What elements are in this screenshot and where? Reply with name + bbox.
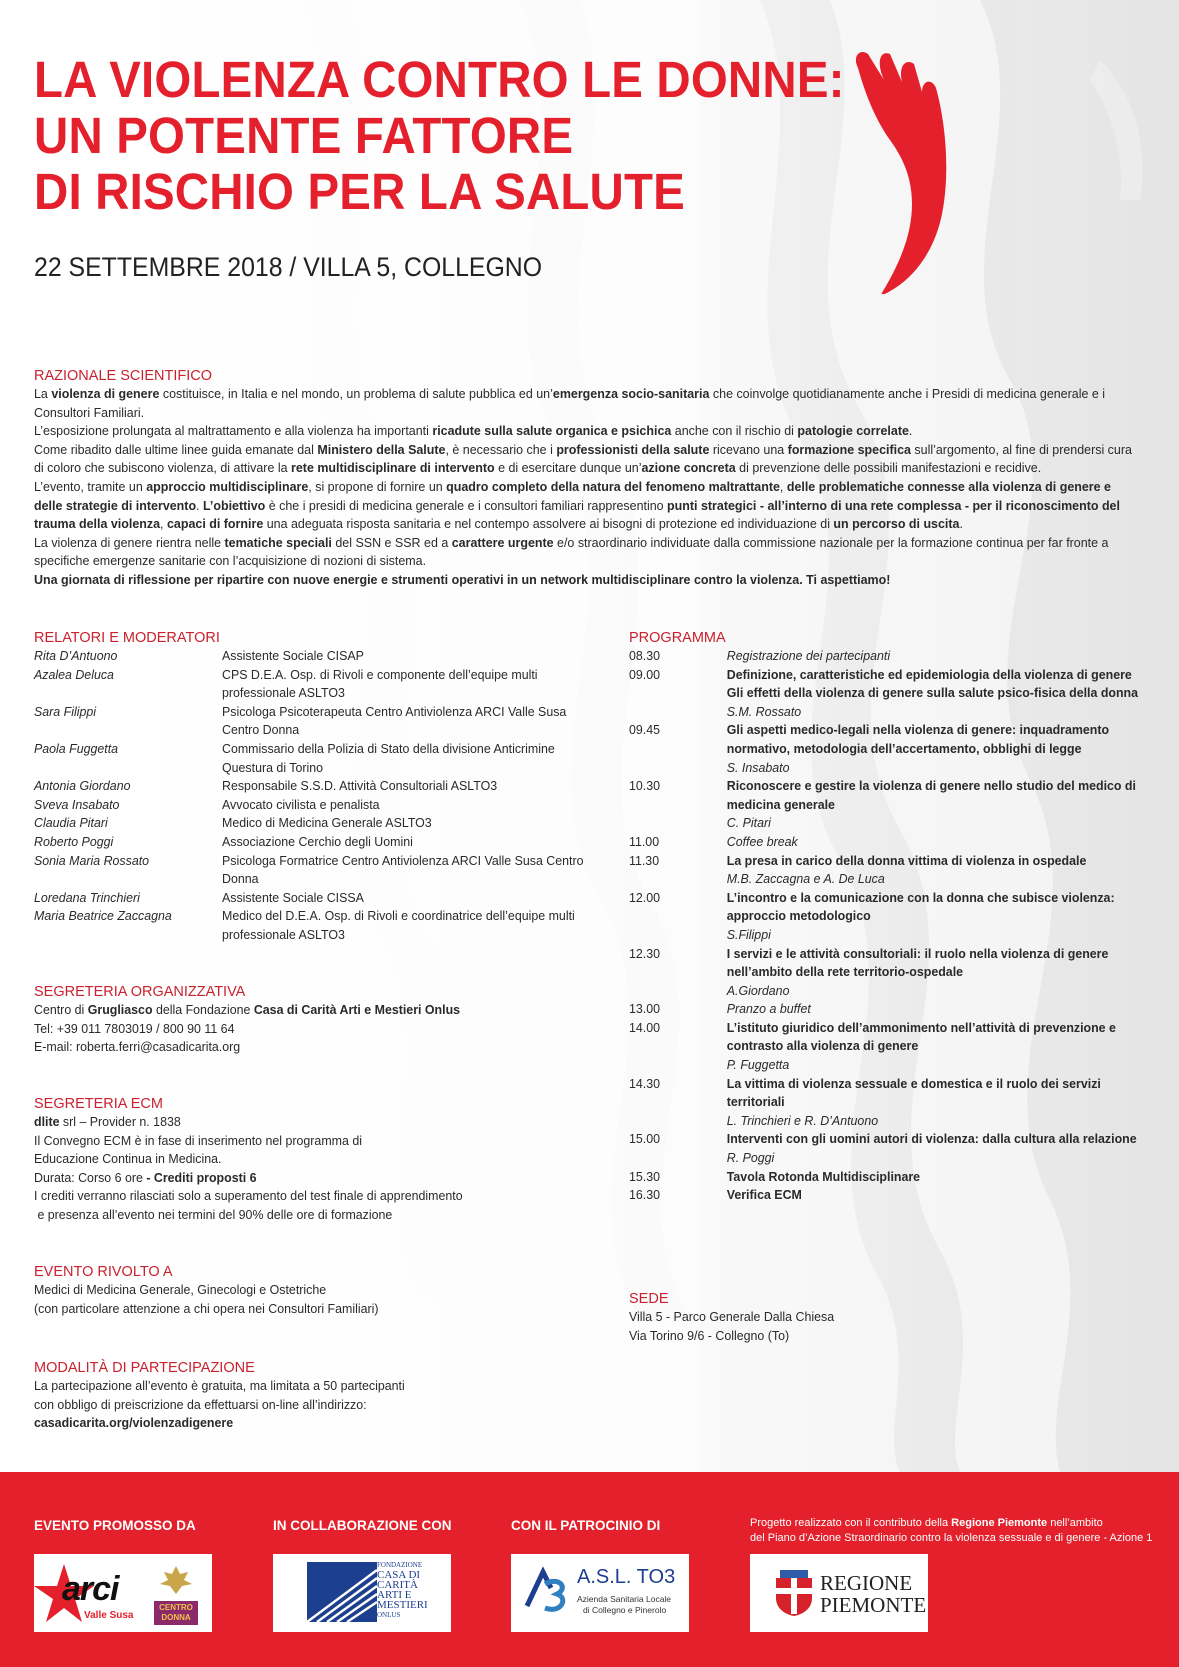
programma-speaker: M.B. Zaccagna e A. De Luca <box>726 871 885 887</box>
programma-row <box>629 777 1138 833</box>
relatore-name: Sonia Maria Rossato <box>34 852 150 868</box>
casa-logo-text: FONDAZIONE <box>377 1561 423 1569</box>
programma-row <box>629 889 1138 945</box>
razionale-section <box>34 367 1134 590</box>
programma-talk-title: Gli aspetti medico-legali nella violenza di genere: inquadramento normativo, metodologia dell’accertamento, obblighi di legge <box>726 722 1110 756</box>
relatore-name: Antonia Giordano <box>34 778 131 794</box>
relatore-role: Avvocato civilista e penalista <box>222 796 380 812</box>
programma-row <box>629 1075 1138 1131</box>
casa-logo-text: CASA DI <box>377 1569 421 1581</box>
relatore-role: CPS D.E.A. Osp. di Rivoli e componente dell’equipe multi professionale ASLTO3 <box>222 666 538 701</box>
ecm-text-line: I crediti verranno rilasciati solo a superamento del test finale di apprendimento <box>34 1188 463 1204</box>
programma-speaker: C. Pitari <box>726 815 771 831</box>
programma-time: 08.30 <box>629 648 661 663</box>
programma-row <box>629 647 1138 666</box>
razionale-emphasis: punti strategici - all’interno di una rete complessa - per il riconoscimento del trauma della violenza <box>34 497 1120 532</box>
registration-link[interactable]: casadicarita.org/violenzadigenere <box>34 1415 234 1431</box>
section-title-segreteria-org: SEGRETERIA ORGANIZZATIVA <box>34 984 246 1000</box>
relatore-row <box>34 647 594 666</box>
sede-line: Via Torino 9/6 - Collegno (To) <box>629 1327 790 1343</box>
relatore-row <box>34 852 594 889</box>
razionale-emphasis: L’obiettivo <box>202 497 266 513</box>
razionale-paragraph <box>34 422 1134 441</box>
razionale-text: , si propone di fornire un <box>308 478 447 494</box>
segreteria-org-phone: Tel: +39 011 7803019 / 800 90 11 64 <box>34 1020 235 1036</box>
razionale-text: sull’argomento, al fine di prendersi cura di coloro che subiscono violenza, di attivare la <box>34 441 1132 476</box>
programma-time: 14.30 <box>629 1075 661 1091</box>
ecm-duration-line <box>34 1169 594 1188</box>
programma-row <box>629 1168 1138 1187</box>
ecm-provider-line <box>34 1113 594 1132</box>
razionale-text: . <box>196 497 203 513</box>
relatore-role: Assistente Sociale CISAP <box>222 648 364 663</box>
programma-row <box>629 721 1138 777</box>
relatore-row <box>34 814 594 833</box>
regione-text: PIEMONTE <box>820 1593 927 1617</box>
relatore-row <box>34 777 594 796</box>
relatore-row <box>34 740 594 777</box>
relatore-row <box>34 796 594 815</box>
relatore-name: Paola Fuggetta <box>34 740 119 756</box>
programma-time: 09.00 <box>629 666 661 682</box>
relatore-name: Roberto Poggi <box>34 833 114 849</box>
segreteria-org-email[interactable]: E-mail: roberta.ferri@casadicarita.org <box>34 1039 241 1055</box>
programma-time: 12.30 <box>629 945 661 961</box>
rivolto-line: (con particolare attenzione a chi opera nei Consultori Familiari) <box>34 1300 379 1316</box>
razionale-text: L’evento, tramite un <box>34 478 147 494</box>
ecm-provider-text: srl – Provider n. 1838 <box>59 1114 181 1129</box>
relatore-row <box>34 889 594 908</box>
sede-line: Villa 5 - Parco Generale Dalla Chiesa <box>629 1309 835 1324</box>
segreteria-org-foundation: Casa di Carità Arti e Mestieri Onlus <box>253 1002 461 1017</box>
funding-note-text: nell’ambito <box>1047 1517 1103 1529</box>
razionale-emphasis: un percorso di uscita <box>833 516 960 532</box>
arci-logo <box>34 1554 212 1632</box>
programma-note: Registrazione dei partecipanti <box>726 648 891 663</box>
programma-time: 14.00 <box>629 1019 661 1035</box>
razionale-text: e di esercitare dunque un’ <box>494 460 642 476</box>
programma-row <box>629 1000 1138 1019</box>
programma-speaker: S.M. Rossato <box>726 703 802 719</box>
footer-label-collaborazione: IN COLLABORAZIONE CON <box>273 1518 452 1533</box>
razionale-text: , <box>160 516 167 532</box>
razionale-emphasis: quadro completo della natura del fenomeno maltrattante <box>446 478 780 494</box>
programma-time: 16.30 <box>629 1187 661 1203</box>
segreteria-org-text: Centro di <box>34 1002 88 1017</box>
footer-funding-note <box>750 1516 1170 1546</box>
programma-talk-title: Tavola Rotonda Multidisciplinare <box>726 1168 921 1184</box>
razionale-body <box>34 385 1134 590</box>
razionale-text: del SSN e SSR ed a <box>331 534 452 550</box>
razionale-text: . <box>959 516 963 532</box>
asl-sub: Azienda Sanitaria Locale <box>577 1594 672 1604</box>
programma-row <box>629 1130 1138 1167</box>
modalita-section <box>34 1359 594 1433</box>
razionale-emphasis: violenza di genere <box>51 386 160 401</box>
razionale-text: . <box>908 423 913 439</box>
razionale-emphasis: approccio multidisciplinare <box>146 478 309 494</box>
programma-list <box>629 647 1138 1205</box>
razionale-text: è che i presidi di medicina generale e i consultori familiari rappresentino <box>265 497 668 513</box>
razionale-emphasis: rete multidisciplinare di intervento <box>291 460 495 476</box>
programma-talk-title: La presa in carico della donna vittima di violenza in ospedale <box>726 852 1087 868</box>
section-title-sede: SEDE <box>629 1291 669 1307</box>
programma-talk-title: Verifica ECM <box>726 1187 802 1203</box>
title-line-2: UN POTENTE FATTORE <box>34 107 574 164</box>
razionale-text: costituisce, in Italia e nel mondo, un problema di salute pubblica ed un’ <box>159 386 553 401</box>
programma-row <box>629 945 1138 1001</box>
programma-row <box>629 666 1138 722</box>
programma-speaker: S.Filippi <box>726 926 771 942</box>
razionale-emphasis: Una giornata di riflessione per ripartire con nuove energie e strumenti operativi in un network multidisciplinare contro la violenza. Ti aspettiamo! <box>34 571 891 587</box>
relatore-row <box>34 703 594 740</box>
razionale-text: e/o straordinario individuate dalla commissione nazionale per la formazione continua per far fronte a specifiche emergenze sanitarie con l’acquisizione di nozioni di sistema. <box>34 534 1109 569</box>
razionale-text: che coinvolge quotidianamente anche i Presidi di medicina generale e i Consultori Familiari. <box>34 386 1106 420</box>
programma-note: Coffee break <box>726 833 798 849</box>
razionale-emphasis: azione concreta <box>641 460 736 476</box>
ecm-provider-name: dlite <box>34 1114 60 1129</box>
programma-row <box>629 833 1138 852</box>
casa-logo-text: ARTI E <box>377 1589 412 1601</box>
razionale-paragraph <box>34 385 1134 422</box>
relatore-name: Loredana Trinchieri <box>34 889 140 905</box>
relatore-row <box>34 907 594 944</box>
programma-time: 10.30 <box>629 778 661 794</box>
programma-time: 11.30 <box>629 852 660 868</box>
ecm-text-line: Il Convegno ECM è in fase di inserimento nel programma di <box>34 1132 362 1148</box>
funding-note-region: Regione Piemonte <box>951 1517 1048 1529</box>
programma-time: 11.00 <box>629 833 660 849</box>
relatore-role: Psicologa Formatrice Centro Antiviolenza ARCI Valle Susa Centro Donna <box>222 852 584 887</box>
relatore-name: Rita D’Antuono <box>34 648 118 663</box>
arci-wordmark: arci <box>62 1570 119 1608</box>
relatore-role: Medico di Medicina Generale ASLTO3 <box>222 815 432 831</box>
razionale-emphasis: emergenza socio-sanitaria <box>552 386 710 401</box>
casa-logo-text: CARITÀ <box>377 1579 418 1591</box>
modalita-line: con obbligo di preiscrizione da effettuarsi on-line all’indirizzo: <box>34 1396 367 1412</box>
segreteria-organizzativa-section <box>34 983 594 1057</box>
programma-talk-title: L’incontro e la comunicazione con la donna che subisce violenza: approccio metodologico <box>726 889 1115 924</box>
razionale-text: ricevano una <box>709 441 788 457</box>
razionale-paragraph <box>34 534 1134 571</box>
footer-band <box>0 1472 1179 1667</box>
programma-talk-title: Gli effetti della violenza di genere sulla salute psico-fisica della donna <box>726 685 1139 701</box>
relatore-role: Assistente Sociale CISSA <box>222 889 364 905</box>
centro-donna-badge <box>154 1564 198 1622</box>
regione-text: REGIONE <box>820 1571 913 1595</box>
funding-note-text: Progetto realizzato con il contributo della <box>750 1517 952 1529</box>
razionale-paragraph <box>34 441 1134 478</box>
programma-note: Pranzo a buffet <box>726 1001 811 1017</box>
razionale-emphasis: capaci di fornire <box>166 516 264 532</box>
programma-speaker: A.Giordano <box>726 982 790 998</box>
relatore-name: Sveva Insabato <box>34 796 120 812</box>
programma-speaker: L. Trinchieri e R. D’Antuono <box>726 1112 879 1128</box>
programma-talk-title: La vittima di violenza sessuale e domestica e il ruolo dei servizi territoriali <box>726 1075 1101 1110</box>
programma-speaker: R. Poggi <box>726 1150 775 1166</box>
red-hand-graphic <box>850 44 950 294</box>
programma-speaker: P. Fuggetta <box>726 1057 790 1073</box>
programma-time: 09.45 <box>629 722 661 738</box>
footer-label-patrocinio: CON IL PATROCINIO DI <box>511 1518 661 1533</box>
programma-talk-title: Definizione, caratteristiche ed epidemiologia della violenza di genere <box>726 666 1132 682</box>
ecm-credits: - Crediti proposti 6 <box>146 1169 257 1185</box>
section-title-modalita: MODALITÀ DI PARTECIPAZIONE <box>34 1360 255 1376</box>
programma-time: 15.00 <box>629 1131 661 1147</box>
modalita-line: La partecipazione all’evento è gratuita, ma limitata a 50 partecipanti <box>34 1378 405 1393</box>
razionale-text: Come ribadito dalle ultime linee guida emanate dal <box>34 441 318 457</box>
title-line-1: LA VIOLENZA CONTRO LE DONNE: <box>34 51 845 108</box>
relatore-role: Commissario della Polizia di Stato della divisione Anticrimine Questura di Torino <box>222 740 555 775</box>
programma-row <box>629 1019 1138 1075</box>
programma-talk-title: L’istituto giuridico dell’ammonimento nell’attività di prevenzione e contrasto alla violenza di genere <box>726 1019 1116 1054</box>
razionale-text: , è necessario che i <box>445 441 557 457</box>
razionale-text: di prevenzione delle possibili manifestazioni e recidive. <box>735 460 1042 476</box>
section-title-relatori: RELATORI E MODERATORI <box>34 630 220 646</box>
badge-line: DONNA <box>161 1613 191 1622</box>
relatore-name: Azalea Deluca <box>34 666 114 682</box>
relatore-role: Responsabile S.S.D. Attività Consultoriali ASLTO3 <box>222 778 498 794</box>
razionale-text: La <box>34 386 52 401</box>
razionale-emphasis: Ministero della Salute <box>317 441 446 457</box>
section-title-segreteria-ecm: SEGRETERIA ECM <box>34 1096 163 1112</box>
razionale-emphasis: patologie correlate <box>797 423 909 439</box>
razionale-paragraph <box>34 478 1134 534</box>
asl-sub: di Collegno e Pinerolo <box>583 1605 667 1615</box>
programma-speaker: S. Insabato <box>726 759 790 775</box>
relatore-name: Sara Filippi <box>34 703 97 719</box>
razionale-text: anche con il rischio di <box>671 423 798 439</box>
razionale-emphasis: tematiche speciali <box>224 534 332 550</box>
arci-subtitle: Valle Susa <box>84 1610 134 1621</box>
razionale-text: L’esposizione prolungata al maltrattamento e alla violenza ha importanti <box>34 423 433 439</box>
programma-section <box>629 629 1139 1205</box>
relatore-role: Associazione Cerchio degli Uomini <box>222 833 413 849</box>
rivolto-line: Medici di Medicina Generale, Ginecologi e Ostetriche <box>34 1282 327 1297</box>
segreteria-org-text: della Fondazione <box>152 1002 254 1017</box>
razionale-emphasis: ricadute sulla salute organica e psichica <box>432 423 672 439</box>
asl-name: A.S.L. TO3 <box>577 1566 676 1588</box>
programma-row <box>629 852 1138 889</box>
segreteria-org-line <box>34 1001 594 1020</box>
programma-time: 12.00 <box>629 889 661 905</box>
footer-label-promosso: EVENTO PROMOSSO DA <box>34 1518 196 1533</box>
relatori-section <box>34 629 594 945</box>
piemonte-crest-icon <box>774 1570 814 1616</box>
asl-mark-icon <box>521 1566 571 1616</box>
razionale-emphasis: delle problematiche connesse alla violenza di genere e delle strategie di intervento <box>34 478 1111 513</box>
sede-section <box>629 1290 1139 1345</box>
programma-time: 15.30 <box>629 1168 661 1184</box>
casa-logo-text: MESTIERI <box>377 1599 428 1611</box>
segreteria-org-location: Grugliasco <box>87 1002 153 1017</box>
programma-row <box>629 1186 1138 1205</box>
relatore-name: Claudia Pitari <box>34 815 108 831</box>
razionale-emphasis: formazione specifica <box>787 441 911 457</box>
razionale-text: La violenza di genere rientra nelle <box>34 534 225 550</box>
section-title-rivolto: EVENTO RIVOLTO A <box>34 1264 173 1280</box>
programma-talk-title: Riconoscere e gestire la violenza di genere nello studio del medico di medicina generale <box>726 778 1136 812</box>
relatore-role: Psicologa Psicoterapeuta Centro Antiviolenza ARCI Valle Susa Centro Donna <box>222 703 567 738</box>
razionale-paragraph <box>34 571 1134 590</box>
ecm-text-line: e presenza all’evento nei termini del 90% delle ore di formazione <box>34 1206 393 1222</box>
relatore-name: Maria Beatrice Zaccagna <box>34 908 172 924</box>
asl-to3-logo <box>511 1554 689 1632</box>
razionale-emphasis: carattere urgente <box>451 534 554 550</box>
section-title-razionale: RAZIONALE SCIENTIFICO <box>34 368 213 384</box>
casa-di-carita-logo <box>273 1554 451 1632</box>
ecm-duration-text: Durata: Corso 6 ore <box>34 1169 147 1185</box>
programma-talk-title: Interventi con gli uomini autori di violenza: dalla cultura alla relazione <box>726 1131 1137 1147</box>
relatore-row <box>34 666 594 703</box>
segreteria-ecm-section <box>34 1095 594 1225</box>
razionale-text: una adeguata risposta sanitaria e nel contempo assolvere ai bisogni di protezione ed individuazione di <box>263 516 834 532</box>
page-title <box>34 51 845 220</box>
title-line-3: DI RISCHIO PER LA SALUTE <box>34 163 685 220</box>
relatore-row <box>34 833 594 852</box>
programma-talk-title: I servizi e le attività consultoriali: il ruolo nella violenza di genere nell’ambito della rete territorio-ospedale <box>726 945 1109 980</box>
casa-logo-text: ONLUS <box>377 1611 401 1619</box>
programma-time: 13.00 <box>629 1001 661 1017</box>
relatori-list <box>34 647 594 945</box>
ornament-icon <box>154 1564 198 1596</box>
badge-line: CENTRO <box>159 1603 193 1612</box>
relatore-role: Medico del D.E.A. Osp. di Rivoli e coordinatrice dell’equipe multi professionale ASLTO3 <box>222 908 575 942</box>
event-date-place: 22 SETTEMBRE 2018 / VILLA 5, COLLEGNO <box>34 252 543 282</box>
regione-piemonte-logo <box>750 1554 928 1632</box>
ecm-text-line: Educazione Continua in Medicina. <box>34 1151 222 1167</box>
evento-rivolto-section <box>34 1263 594 1318</box>
section-title-programma: PROGRAMMA <box>629 630 726 646</box>
funding-note-text: del Piano d’Azione Straordinario contro la violenza sessuale e di genere - Azione 1 <box>750 1532 1153 1544</box>
razionale-text: , <box>779 478 787 494</box>
razionale-emphasis: professionisti della salute <box>556 441 710 457</box>
